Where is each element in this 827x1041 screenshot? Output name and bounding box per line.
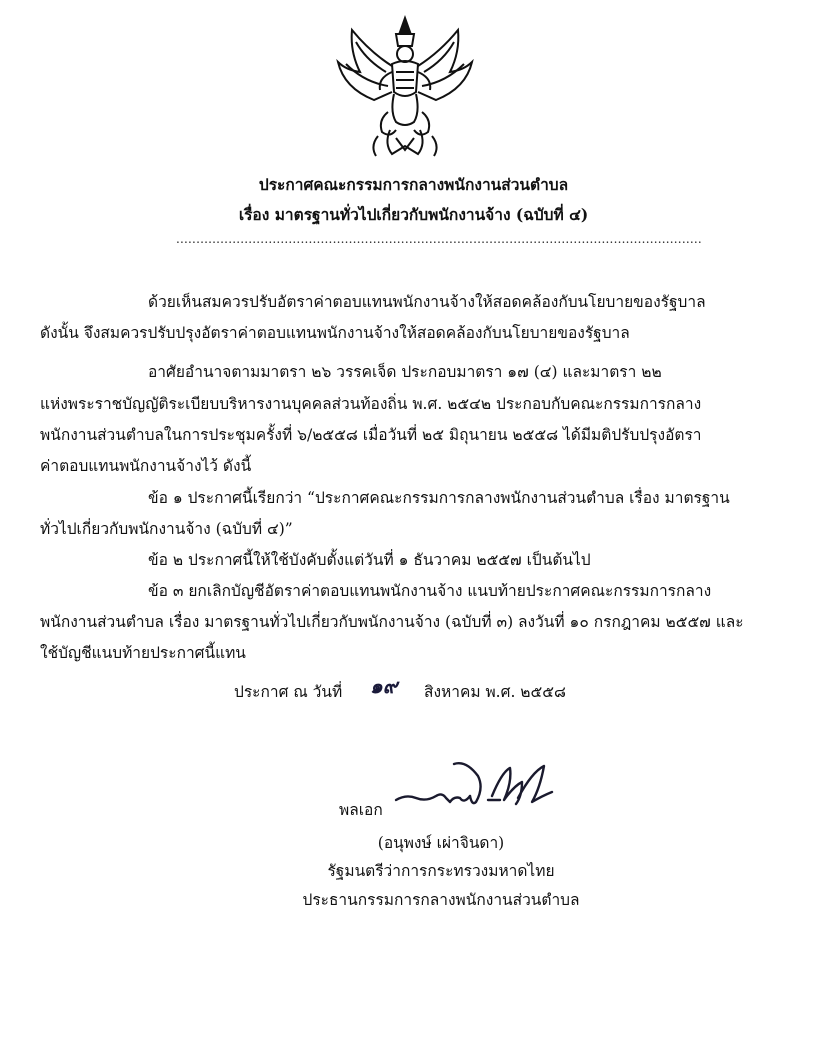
signer-rank: พลเอก (339, 801, 383, 819)
document-subject: เรื่อง มาตรฐานทั่วไปเกี่ยวกับพนักงานจ้าง (ฉบับที่ ๔) (238, 205, 589, 224)
paragraph-2-line-3: พนักงานส่วนตำบลในการประชุมครั้งที่ ๖/๒๕๕๘ เมื่อวันที่ ๒๕ มิถุนายน ๒๕๕๘ ได้มีมติปรับปรุงอัตรา (40, 426, 702, 444)
handwritten-signature (392, 752, 562, 822)
signer-position-chairman: ประธานกรรมการกลางพนักงานส่วนตำบล (302, 891, 580, 909)
separator-line: ................................................................................................................................... (176, 232, 702, 246)
signer-position-minister: รัฐมนตรีว่าการกระทรวงมหาดไทย (327, 862, 555, 880)
document-title: ประกาศคณะกรรมการกลางพนักงานส่วนตำบล (258, 175, 569, 194)
paragraph-2-line-4: ค่าตอบแทนพนักงานจ้างไว้ ดังนี้ (40, 457, 252, 475)
paragraph-2-line-1: อาศัยอำนาจตามมาตรา ๒๖ วรรคเจ็ด ประกอบมาตรา ๑๗ (๔) และมาตรา ๒๒ (148, 363, 662, 381)
clause-3-line-1: ข้อ ๓ ยกเลิกบัญชีอัตราค่าตอบแทนพนักงานจ้าง แนบท้ายประกาศคณะกรรมการกลาง (148, 582, 712, 600)
announcement-month-year: สิงหาคม พ.ศ. ๒๕๕๘ (424, 683, 566, 701)
paragraph-1-line-2: ดังนั้น จึงสมควรปรับปรุงอัตราค่าตอบแทนพนักงานจ้างให้สอดคล้องกับนโยบายของรัฐบาล (40, 324, 630, 342)
garuda-emblem-icon (330, 12, 480, 160)
signer-name: (อนุพงษ์ เผ่าจินดา) (377, 834, 505, 852)
clause-1-line-2: ทั่วไปเกี่ยวกับพนักงานจ้าง (ฉบับที่ ๔)” (40, 520, 293, 538)
paragraph-2-line-2: แห่งพระราชบัญญัติระเบียบบริหารงานบุคคลส่วนท้องถิ่น พ.ศ. ๒๕๔๒ ประกอบกับคณะกรรมการกลาง (40, 395, 702, 413)
announcement-date-prefix: ประกาศ ณ วันที่ (234, 683, 343, 701)
paragraph-1-line-1: ด้วยเห็นสมควรปรับอัตราค่าตอบแทนพนักงานจ้างให้สอดคล้องกับนโยบายของรัฐบาล (148, 293, 706, 311)
clause-3-line-3: ใช้บัญชีแนบท้ายประกาศนี้แทน (40, 644, 246, 662)
clause-3-line-2: พนักงานส่วนตำบล เรื่อง มาตรฐานทั่วไปเกี่ยวกับพนักงานจ้าง (ฉบับที่ ๓) ลงวันที่ ๑๐ กรกฎาคม ๒๕๕๗ และ (40, 613, 744, 631)
clause-2-line-1: ข้อ ๒ ประกาศนี้ให้ใช้บังคับตั้งแต่วันที่ ๑ ธันวาคม ๒๕๕๗ เป็นต้นไป (148, 551, 591, 569)
handwritten-day: ๑๙ (370, 674, 398, 698)
clause-1-line-1: ข้อ ๑ ประกาศนี้เรียกว่า “ประกาศคณะกรรมการกลางพนักงานส่วนตำบล เรื่อง มาตรฐาน (148, 489, 730, 507)
